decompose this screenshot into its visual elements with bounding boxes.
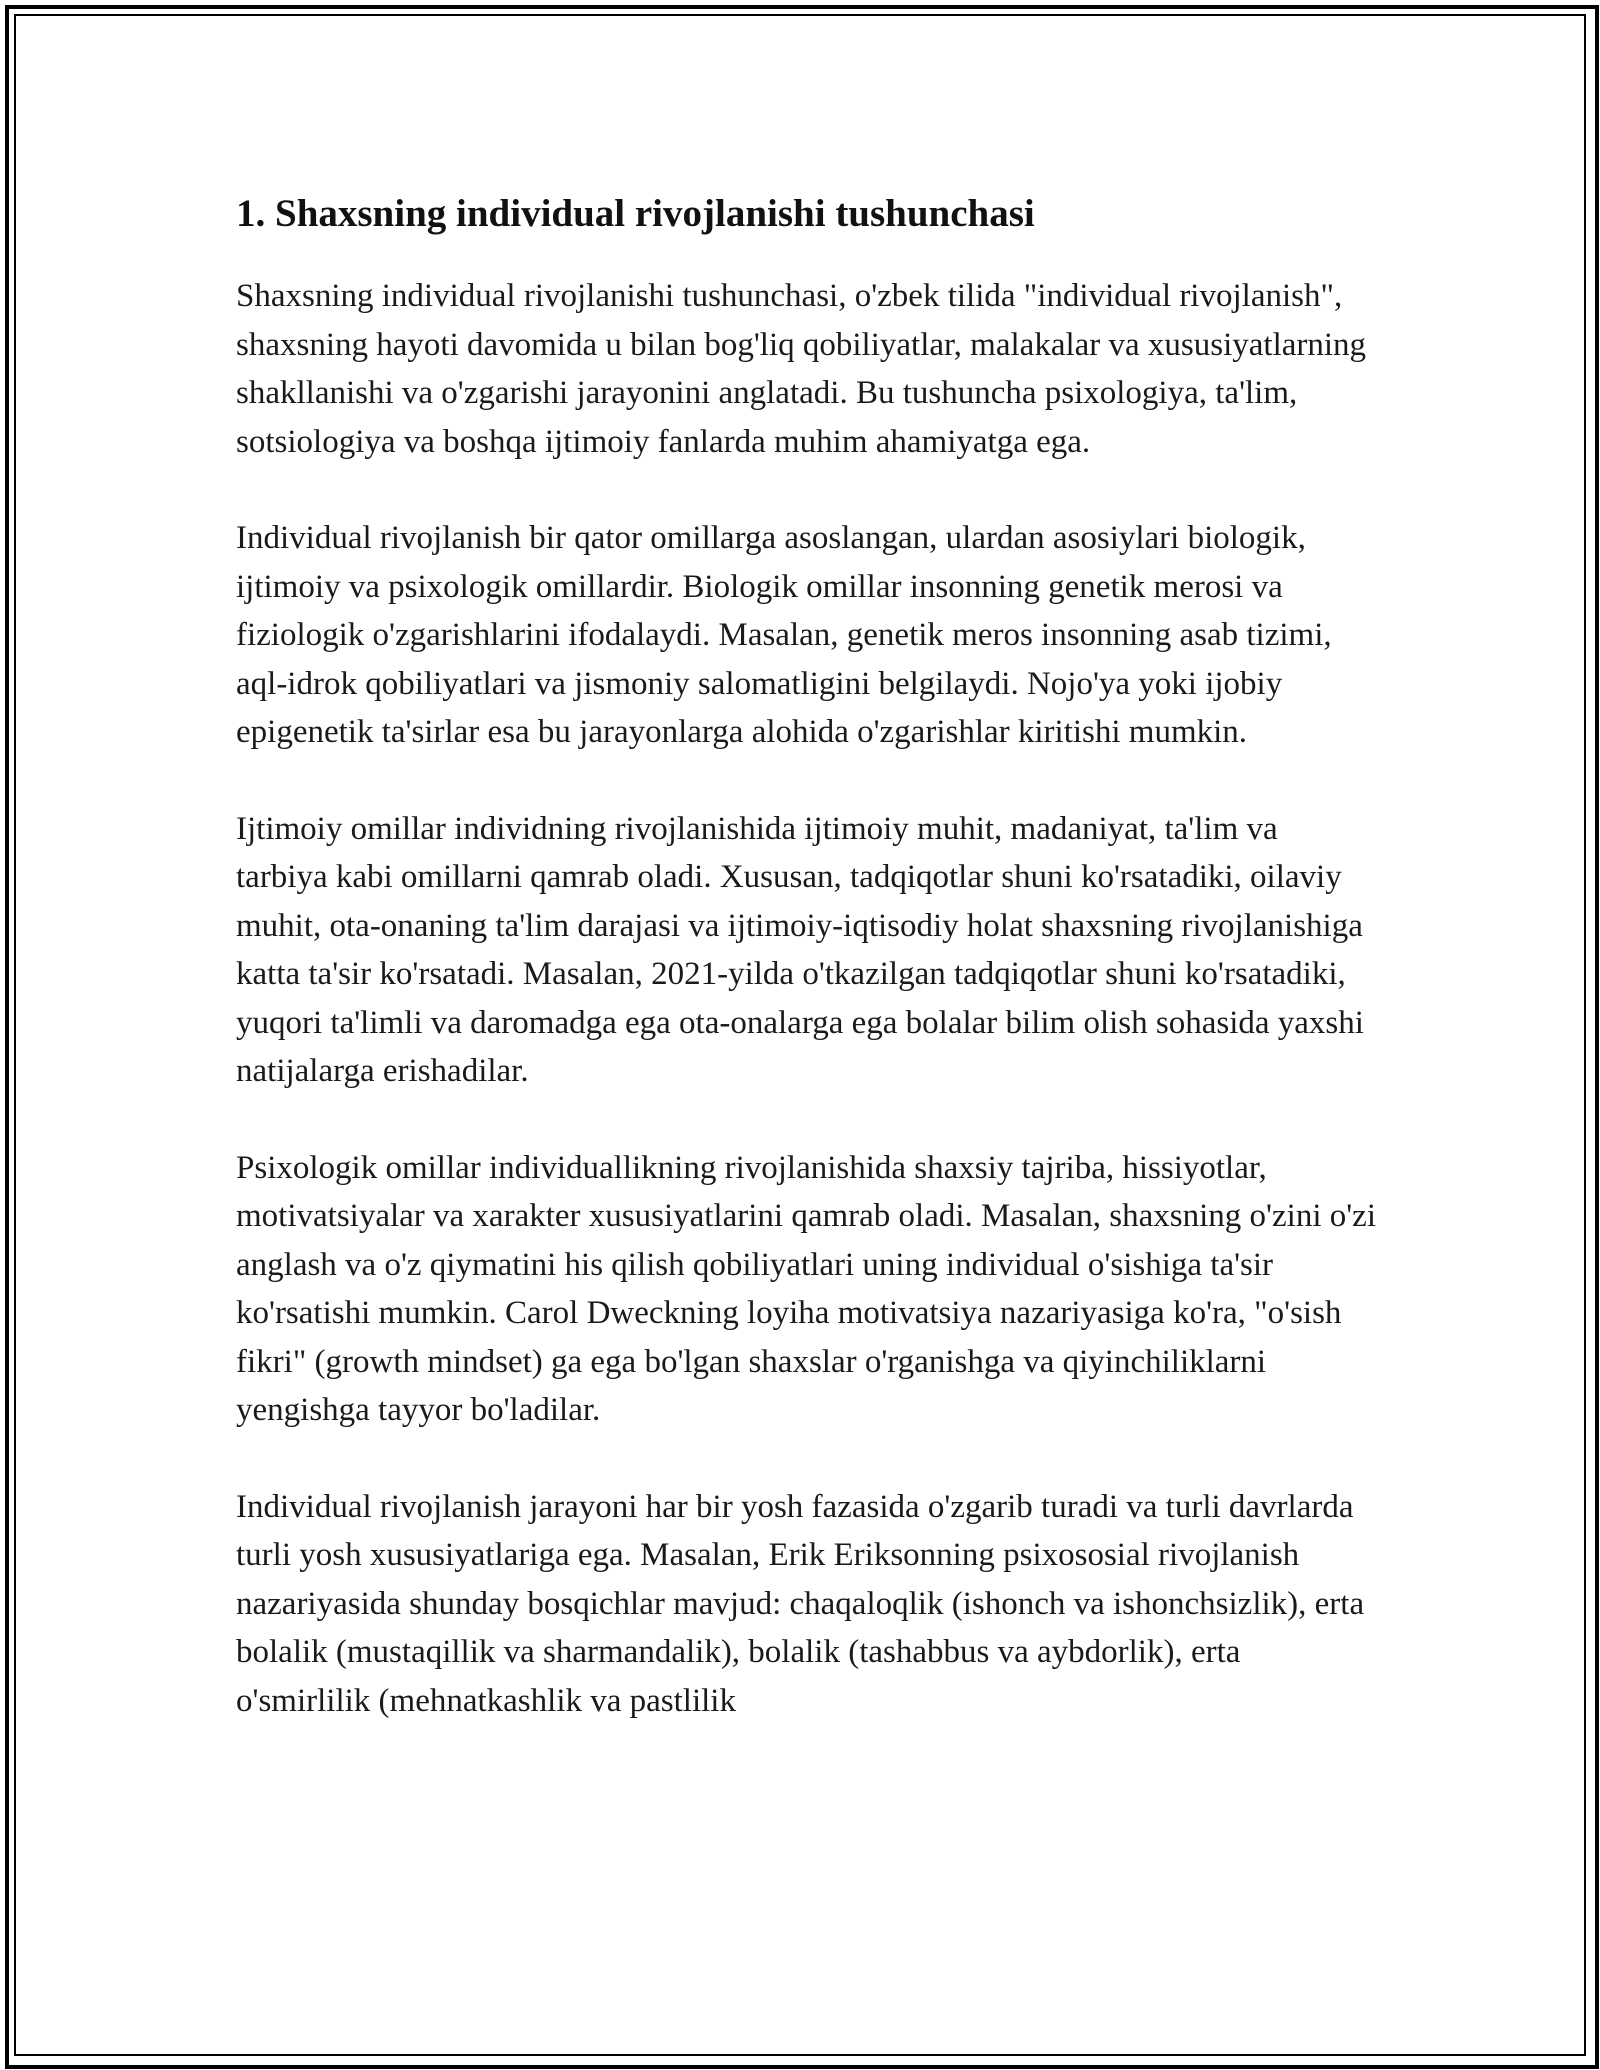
paragraph-2: Individual rivojlanish bir qator omillarga asoslangan, ulardan asosiylari biologik, ijtimoiy va psixologik omillardir. Biologik omillar insonning genetik merosi va fiziologik o'zgarishlarini ifodalaydi. Masalan, genetik meros insonning asab tizimi, aql-idrok qobiliyatlari va jismoniy salomatligini belgilaydi. Nojo'ya yoki ijobiy epigenetik ta'sirlar esa bu jarayonlarga alohida o'zgarishlar kiritishi mumkin. <box>236 520 1332 750</box>
paragraph-1: Shaxsning individual rivojlanishi tushunchasi, o'zbek tilida "individual rivojlanish", shaxsning hayoti davomida u bilan bog'liq qobiliyatlar, malakalar va xususiyatlarning shakllanishi va o'zgarishi jarayonini anglatadi. Bu tushuncha psixologiya, ta'lim, sotsiologiya va boshqa ijtimoiy fanlarda muhim ahamiyatga ega. <box>236 278 1367 460</box>
document-body <box>236 184 1376 1773</box>
paragraph-3: Ijtimoiy omillar individning rivojlanishida ijtimoiy muhit, madaniyat, ta'lim va tarbiya kabi omillarni qamrab oladi. Xususan, tadqiqotlar shuni ko'rsatadiki, oilaviy muhit, ota-onaning ta'lim darajasi va ijtimoiy-iqtisodiy holat shaxsning rivojlanishiga katta ta'sir ko'rsatadi. Masalan, 2021-yilda o'tkazilgan tadqiqotlar shuni ko'rsatadiki, yuqori ta'limli va daromadga ega ota-onalarga ega bolalar bilim olish sohasida yaxshi natijalarga erishadilar. <box>236 810 1364 1089</box>
section-heading: 1. Shaxsning individual rivojlanishi tushunchasi <box>236 192 1035 235</box>
paragraph-5: Individual rivojlanish jarayoni har bir yosh fazasida o'zgarib turadi va turli davrlarda turli yosh xususiyatlariga ega. Masalan, Erik Eriksonning psixososial rivojlanish nazariyasida shunday bosqichlar mavjud: chaqaloqlik (ishonch va ishonchsizlik), erta bolalik (mustaqillik va sharmandalik), bolalik (tashabbus va aybdorlik), erta o'smirlilik (mehnatkashlik va pastlilik <box>236 1488 1365 1719</box>
paragraph-4: Psixologik omillar individuallikning rivojlanishida shaxsiy tajriba, hissiyotlar, motivatsiyalar va xarakter xususiyatlarini qamrab oladi. Masalan, shaxsning o'zini o'zi anglash va o'z qiymatini his qilish qobiliyatlari uning individual o'sishiga ta'sir ko'rsatishi mumkin. Carol Dweckning loyiha motivatsiya nazariyasiga ko'ra, "o'sish fikri" (growth mindset) ga ega bo'lgan shaxslar o'rganishga va qiyinchiliklarni yengishga tayyor bo'ladilar. <box>236 1149 1376 1428</box>
